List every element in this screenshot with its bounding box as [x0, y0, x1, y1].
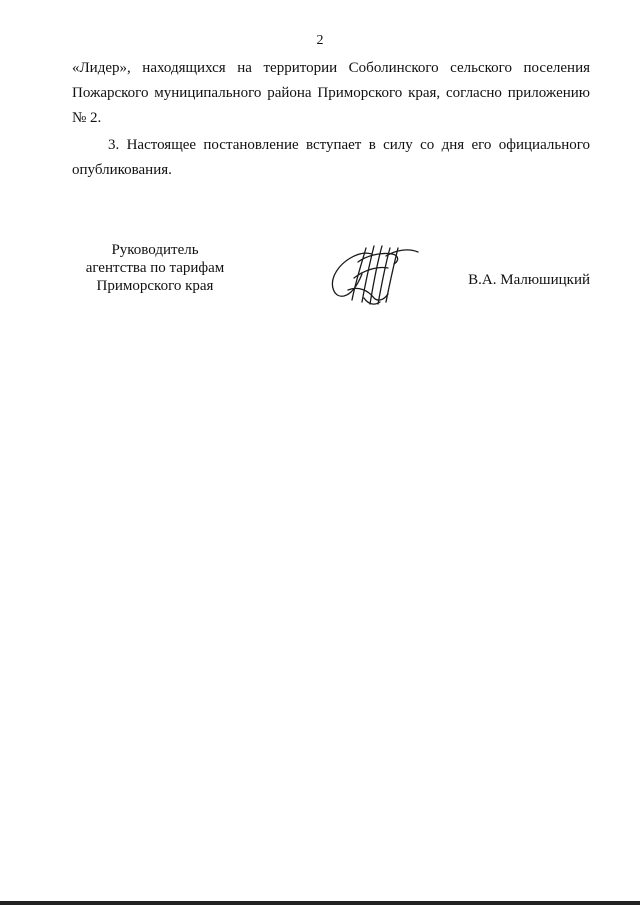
page-number: 2: [316, 33, 324, 48]
paragraph-line: Пожарского муниципального района Приморского края, согласно приложению: [72, 85, 590, 101]
paragraph-line: опубликования.: [72, 162, 172, 178]
handwritten-signature-icon: [328, 240, 420, 310]
paragraph-line: № 2.: [72, 110, 102, 126]
signatory-title-line: Приморского края: [96, 278, 214, 294]
paragraph-continuation: [72, 56, 590, 131]
signatory-title: [70, 241, 240, 295]
paragraph-line: «Лидер», находящихся на территории Соболинского сельского поселения: [72, 60, 590, 76]
signatory-title-line: Руководитель: [111, 242, 199, 258]
signatory-name: В.А. Малюшицкий: [468, 272, 590, 288]
paragraph-item-3: [72, 133, 590, 183]
signatory-title-line: агентства по тарифам: [85, 260, 225, 276]
paragraph-line: 3. Настоящее постановление вступает в силу со дня его официального: [108, 137, 590, 153]
scan-bottom-edge: [0, 901, 640, 905]
